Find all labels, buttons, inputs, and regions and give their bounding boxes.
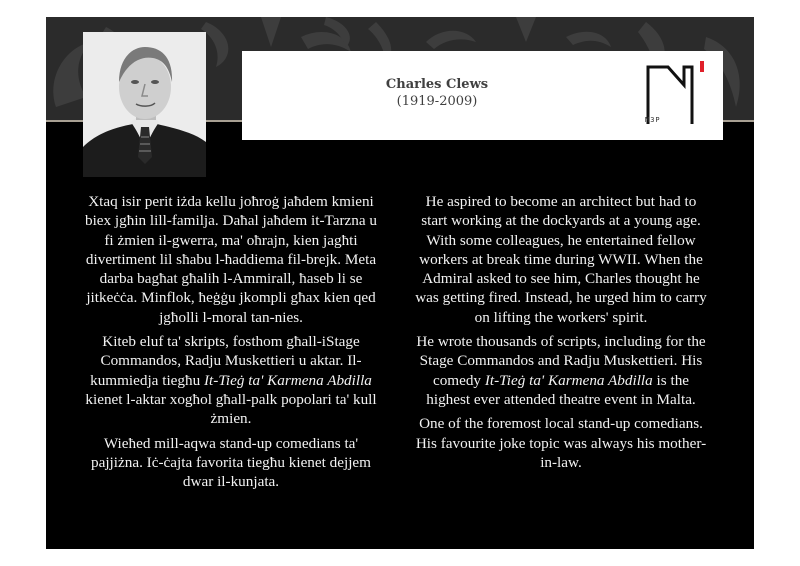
person-name: Charles Clews [385,77,489,92]
english-column [411,192,711,477]
portrait-illustration [83,32,206,177]
maltese-paragraph-1: Xtaq isir perit iżda kellu joħroġ jaħdem kmieni biex jgħin lill-familja. Daħal jaħdem it-Tarzna u fi żmien il-gwerra, ma' oħrajn, kien jagħti divertiment lil sħabu l-ħaddiema fil-brejk. Meta darba bagħat għalih l-Ammirall, ħaseb li se jitkeċċa. Minflok, ħeġġu jkompli għax kien qed jgħolli l-moral tan-nies. [84,193,378,326]
maltese-paragraph-3: Wieħed mill-aqwa stand-up comedians ta' pajjiżna. Iċ-ċajta favorita tiegħu kienet dejjem dwar il-kunjata. [91,434,371,491]
slide [46,17,754,549]
english-paragraph-3: One of the foremost local stand-up comedians. His favourite joke topic was always his mother-in-law. [415,415,707,471]
english-play-title: It-Tieġ ta' Karmena Abdilla [484,371,653,389]
title-card [242,51,723,140]
english-p2-text-a: He wrote thousands of scripts, including for the Stage Commandos and Radju Muskettieri. His comedy [416,333,706,389]
life-years: (1919-2009) [396,94,478,109]
english-paragraph-2 [411,332,711,409]
logo-accent-bar [700,61,704,72]
english-paragraph-1: He aspired to become an architect but had to start working at the dockyards at a young age. With some colleagues, he entertained fellow workers at break time during WWII. When the Admiral asked to see him, Charles thought he was getting fired. Instead, he urged him to carry on lifting the workers' spirit. [415,193,707,326]
title-block [337,76,537,110]
logo-text: M3P [645,116,661,124]
portrait-photo [83,32,206,177]
english-p2-text-b: is the highest ever attended theatre event in Malta. [426,371,696,408]
maltese-p2-text-b: kienet l-aktar xogħol għall-palk popolari ta' kull żmien. [85,390,377,428]
maltese-column [81,192,381,496]
maltese-paragraph-2 [81,332,381,428]
maltese-play-title: It-Tieġ ta' Karmena Abdilla [203,371,372,389]
maltese-p2-text-a: Kiteb eluf ta' skripts, fosthom għall-iStage Commandos, Radju Muskettieri u aktar. Il-kummiedja tiegħu [90,333,362,389]
